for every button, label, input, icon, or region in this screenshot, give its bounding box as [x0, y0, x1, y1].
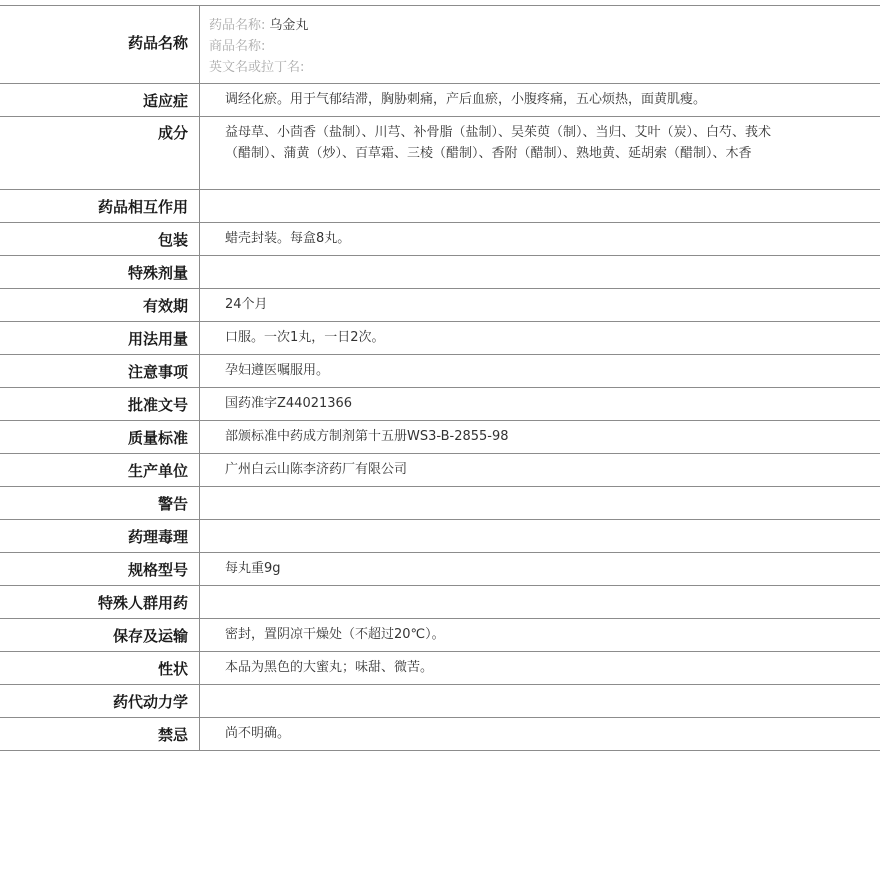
ingredients-row [0, 117, 880, 190]
pharmacokinetics-label: 药代动力学 [0, 685, 200, 717]
shelf-life-label: 有效期 [0, 289, 200, 321]
description-row [0, 652, 880, 685]
special-dosage-row [0, 256, 880, 289]
manufacturer-value: 广州白云山陈李济药厂有限公司 [225, 462, 408, 477]
contraindications-row [0, 718, 880, 751]
dosage-label: 用法用量 [0, 322, 200, 354]
pharmacology-value [200, 520, 880, 552]
interactions-label: 药品相互作用 [0, 190, 200, 222]
packaging-row [0, 223, 880, 256]
description-value: 本品为黑色的大蜜丸；味甜、微苦。 [225, 660, 434, 675]
manufacturer-row [0, 454, 880, 487]
indications-row [0, 84, 880, 117]
pharmacology-row [0, 520, 880, 553]
pharmacokinetics-row [0, 685, 880, 718]
warning-label: 警告 [0, 487, 200, 519]
specification-value: 每丸重9g [225, 561, 281, 576]
dosage-value: 口服。一次1丸，一日2次。 [225, 330, 385, 345]
drug-name-row [0, 6, 880, 84]
trade-name-key: 商品名称: [209, 39, 266, 54]
generic-name-key: 药品名称: [209, 18, 266, 33]
description-label: 性状 [0, 652, 200, 684]
generic-name-line [209, 15, 790, 36]
quality-standard-row [0, 421, 880, 454]
storage-label: 保存及运输 [0, 619, 200, 651]
indications-label: 适应症 [0, 84, 200, 116]
warning-value [200, 487, 880, 519]
quality-standard-label: 质量标准 [0, 421, 200, 453]
contraindications-value: 尚不明确。 [225, 726, 291, 741]
precautions-label: 注意事项 [0, 355, 200, 387]
approval-number-row [0, 388, 880, 421]
precautions-value: 孕妇遵医嘱服用。 [225, 363, 330, 378]
interactions-value [200, 190, 880, 222]
shelf-life-value: 24个月 [225, 297, 268, 312]
drug-info-table [0, 5, 880, 751]
special-populations-row [0, 586, 880, 619]
pharmacokinetics-value [200, 685, 880, 717]
special-populations-value [200, 586, 880, 618]
quality-standard-value: 部颁标准中药成方制剂第十五册WS3-B-2855-98 [225, 429, 509, 444]
drug-name-label: 药品名称 [0, 6, 200, 83]
storage-row [0, 619, 880, 652]
generic-name-value: 乌金丸 [269, 18, 309, 33]
ingredients-label: 成分 [0, 117, 200, 189]
trade-name-line [209, 36, 790, 57]
warning-row [0, 487, 880, 520]
manufacturer-label: 生产单位 [0, 454, 200, 486]
shelf-life-row [0, 289, 880, 322]
storage-value: 密封，置阴凉干燥处（不超过20℃）。 [225, 627, 445, 642]
special-dosage-value [200, 256, 880, 288]
approval-number-value: 国药准字Z44021366 [225, 396, 353, 411]
english-name-key: 英文名或拉丁名: [209, 60, 305, 75]
approval-number-label: 批准文号 [0, 388, 200, 420]
packaging-label: 包装 [0, 223, 200, 255]
special-populations-label: 特殊人群用药 [0, 586, 200, 618]
special-dosage-label: 特殊剂量 [0, 256, 200, 288]
pharmacology-label: 药理毒理 [0, 520, 200, 552]
ingredients-value: 益母草、小茴香（盐制）、川芎、补骨脂（盐制）、吴茱萸（制）、当归、艾叶（炭）、白芍、莪术（醋制）、蒲黄（炒）、百草霜、三棱（醋制）、香附（醋制）、熟地黄、延胡索（醋制）、木香 [225, 125, 772, 161]
specification-row [0, 553, 880, 586]
contraindications-label: 禁忌 [0, 718, 200, 750]
interactions-row [0, 190, 880, 223]
drug-name-values [200, 6, 880, 83]
specification-label: 规格型号 [0, 553, 200, 585]
indications-value: 调经化瘀。用于气郁结滞，胸胁刺痛，产后血瘀，小腹疼痛，五心烦热，面黄肌瘦。 [225, 92, 707, 107]
packaging-value: 蜡壳封装。每盒8丸。 [225, 231, 351, 246]
english-name-line [209, 57, 790, 78]
dosage-row [0, 322, 880, 355]
precautions-row [0, 355, 880, 388]
